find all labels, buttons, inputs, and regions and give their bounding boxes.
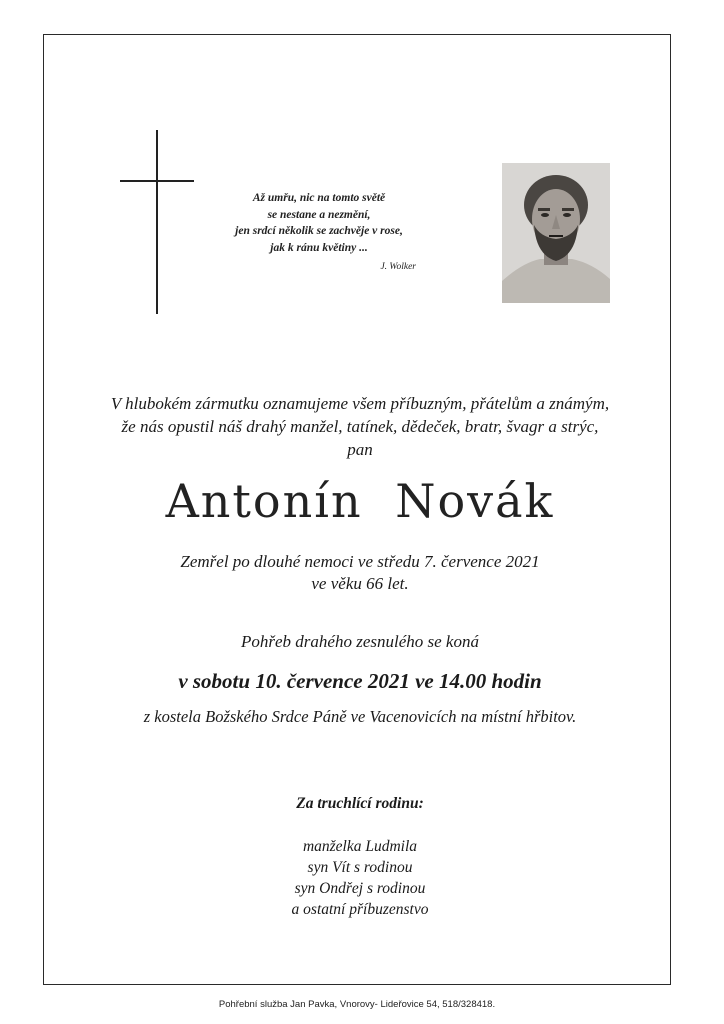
death-info [60,551,660,595]
announcement-text [60,392,660,461]
poem-line: Až umřu, nic na tomto světě [252,192,386,204]
mourner-item: manželka Ludmila [302,838,418,855]
cross-icon [156,130,158,314]
mourner-item: syn Vít s rodinou [307,859,413,876]
announcement-line: že nás opustil náš drahý manžel, tatínek, dědeček, bratr, švagr a strýc, [121,417,599,436]
mourner-item: a ostatní příbuzenstvo [291,901,429,918]
mourner-item: syn Ondřej s rodinou [294,880,426,897]
funeral-intro: Pohřeb drahého zesnulého se koná [241,632,479,651]
deceased-name: Antonín Novák [165,474,555,528]
announcement-line: pan [347,440,373,459]
announcement-line: V hlubokém zármutku oznamujeme všem příbuzným, přátelům a známým, [110,394,610,413]
funeral-date: v sobotu 10. července 2021 ve 14.00 hodin [178,669,542,693]
funeral-service-footer: Pohřební služba Jan Pavka, Vnorovy- Lideřovice 54, 518/328418. [218,999,496,1010]
mourners-list [60,836,660,920]
mourners-heading: Za truchlící rodinu: [296,795,424,812]
portrait-photo [502,163,610,303]
poem-line: jen srdcí několik se zachvěje v rose, [235,225,403,237]
death-line: Zemřel po dlouhé nemoci ve středu 7. července 2021 [180,552,540,571]
poem-line: se nestane a nezmění, [267,208,371,221]
poem-author: J. Wolker [380,262,416,272]
death-line: ve věku 66 let. [311,574,409,593]
cross-icon-bar [120,180,194,182]
funeral-place: z kostela Božského Srdce Páně ve Vacenovicích na místní hřbitov. [143,707,577,726]
poem [210,190,428,276]
portrait-illustration [502,163,610,303]
poem-line: jak k ránu květiny ... [270,241,368,254]
